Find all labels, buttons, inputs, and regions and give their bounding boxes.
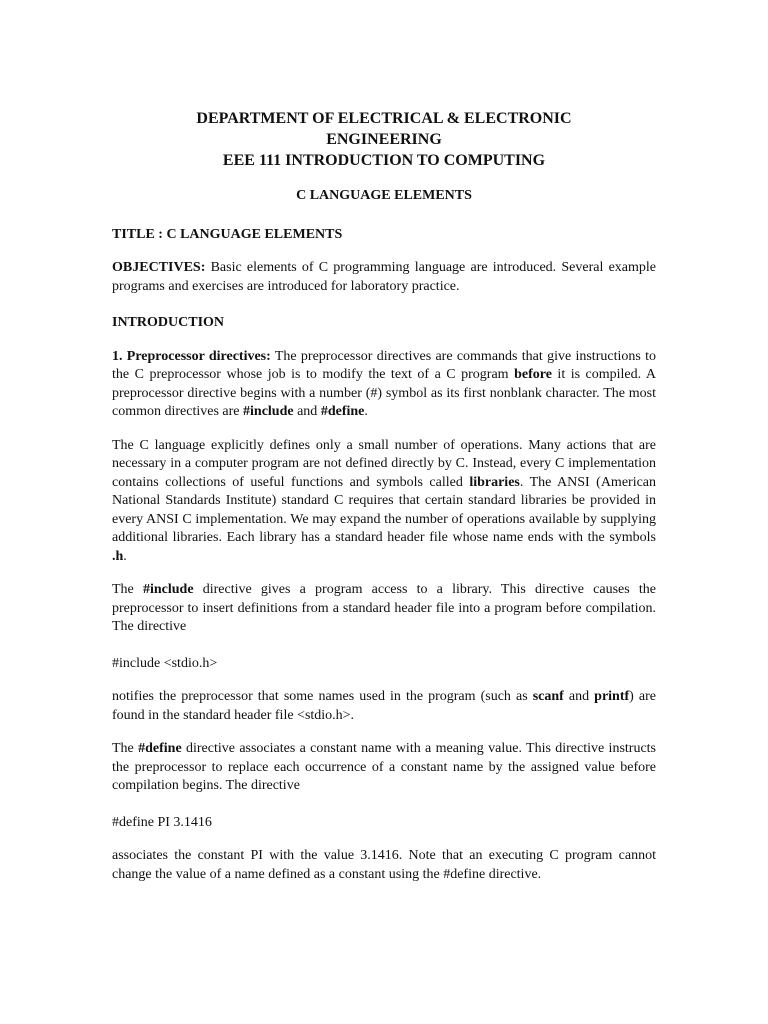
libraries-bold-h: .h bbox=[112, 548, 124, 564]
define-paragraph bbox=[112, 740, 656, 796]
document-title: TITLE : C LANGUAGE ELEMENTS bbox=[112, 226, 343, 242]
notifies-paragraph bbox=[112, 688, 656, 725]
objectives-text: Basic elements of C programming language are introduced. Several example programs and exercises are introduced for laboratory practice. bbox=[112, 260, 656, 294]
course-heading: EEE 111 INTRODUCTION TO COMPUTING bbox=[222, 152, 546, 169]
preprocessor-text-2: it is compiled. A preprocessor directive begins with a number (#) symbol as its first nonblank character. The most common directives are bbox=[112, 367, 656, 419]
notifies-text-3: ) are found in the standard header file <stdio.h>. bbox=[112, 689, 656, 723]
preprocessor-text-4: . bbox=[364, 404, 368, 419]
department-heading: DEPARTMENT OF ELECTRICAL & ELECTRONIC bbox=[196, 110, 572, 127]
libraries-paragraph bbox=[112, 437, 656, 567]
introduction-heading: INTRODUCTION bbox=[112, 315, 225, 330]
associates-paragraph: associates the constant PI with the value 3.1416. Note that an executing C program cannot change the value of a name defined as a constant using the #define directive. bbox=[112, 848, 656, 882]
document-subtitle: C LANGUAGE ELEMENTS bbox=[296, 188, 472, 203]
preprocessor-paragraph bbox=[112, 348, 656, 422]
notifies-text-1: notifies the preprocessor that some names used in the program (such as bbox=[112, 689, 533, 704]
define-bold: #define bbox=[138, 741, 182, 756]
preprocessor-text-1: The preprocessor directives are commands that give instructions to the C preprocessor whose job is to modify the text of a C program bbox=[112, 348, 656, 382]
include-text-1: The bbox=[112, 582, 143, 597]
preprocessor-bold-before: before bbox=[514, 367, 552, 382]
define-code-line: #define PI 3.1416 bbox=[112, 814, 212, 830]
libraries-text-2: . The ANSI (American National Standards Institute) standard C requires that certain standard libraries be provided in every ANSI C implementation. We may expand the number of operations available by supplying additional libraries. Each library has a standard header file whose name ends with the symbols bbox=[112, 474, 657, 545]
libraries-text-3: . bbox=[123, 548, 127, 564]
define-text-1: The bbox=[112, 741, 139, 756]
include-text-2: directive gives a program access to a library. This directive causes the preprocessor to insert definitions from a standard header file into a program before compilation. The directive bbox=[112, 582, 657, 634]
notifies-bold-scanf: scanf bbox=[532, 689, 564, 704]
include-paragraph bbox=[112, 581, 656, 637]
objectives-paragraph bbox=[112, 259, 656, 296]
preprocessor-text-3: and bbox=[293, 404, 321, 419]
preprocessor-label: 1. Preprocessor directives: bbox=[112, 348, 271, 364]
preprocessor-bold-define: #define bbox=[320, 404, 365, 419]
document-page bbox=[112, 108, 656, 884]
notifies-text-2: and bbox=[563, 689, 595, 704]
notifies-bold-printf: printf bbox=[594, 689, 630, 704]
libraries-bold: libraries bbox=[469, 474, 520, 490]
objectives-label: OBJECTIVES: bbox=[112, 260, 206, 275]
include-bold: #include bbox=[142, 582, 194, 597]
libraries-text-1: The C language explicitly defines only a small number of operations. Many actions that are necessary in a computer program are not defined directly by C. Instead, every C implementation contains collections of useful functions and symbols called bbox=[112, 437, 656, 490]
define-text-2: directive associates a constant name with a meaning value. This directive instructs the preprocessor to replace each occurrence of a constant name by the assigned value before compilation begins. The directive bbox=[112, 741, 656, 793]
department-heading-cont: ENGINEERING bbox=[326, 131, 442, 148]
include-code-line: #include <stdio.h> bbox=[112, 655, 218, 671]
preprocessor-bold-include: #include bbox=[243, 404, 294, 419]
